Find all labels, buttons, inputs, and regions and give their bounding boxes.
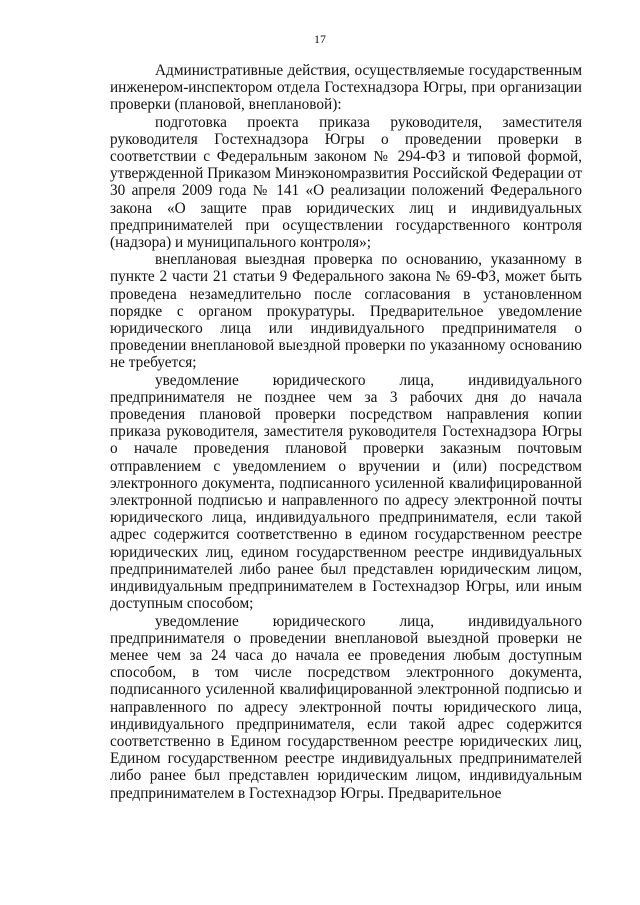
unscheduled-notification-paragraph: уведомление юридического лица, индивидуального предпринимателя о проведении внеплановой выездной проверки не менее чем за 24 часа до начала ее проведения любым доступным способом, в том числе посредством электронного документа, подписанного усиленной квалифицированной электронной подписью и направленного по адресу электронной почты юридического лица, индивидуального предпринимателя, если такой адрес содержится соответственно в Едином государственном реестре юридических лиц, Едином государственном реестре индивидуальных предпринимателей либо ранее был представлен юридическим лицом, индивидуальным предпринимателем в Гостехнадзор Югры. Предварительное: [110, 612, 582, 802]
unscheduled-inspection-paragraph: внеплановая выездная проверка по основанию, указанному в пункте 2 части 21 статьи 9 Федерального закона № 69-ФЗ, может быть проведена незамедлительно после согласования в установленном порядке с органом прокуратуры. Предварительное уведомление юридического лица или индивидуального предпринимателя о проведении внеплановой выездной проверки по указанному основанию не требуется;: [110, 251, 582, 372]
scheduled-notification-paragraph: уведомление юридического лица, индивидуального предпринимателя не позднее чем за 3 рабочих дня до начала проведения плановой проверки посредством направления копии приказа руководителя, заместителя руководителя Гостехнадзора Югры о начале проведения плановой проверки заказным почтовым отправлением с уведомлением о вручении и (или) посредством электронного документа, подписанного усиленной квалифицированной электронной подписью и направленного по адресу электронной почты юридического лица, индивидуального предпринимателя, если такой адрес содержится соответственно в едином государственном реестре юридических лиц, едином государственном реестре индивидуальных предпринимателей либо ранее был представлен юридическим лицом, индивидуальным предпринимателем в Гостехнадзор Югры, или иным доступным способом;: [110, 371, 582, 613]
intro-paragraph: Административные действия, осуществляемые государственным инженером-инспектором отдела Гостехнадзора Югры, при организации проверки (плановой, внеплановой):: [110, 62, 582, 114]
page-number: 17: [314, 32, 326, 46]
document-body: [110, 62, 582, 802]
order-preparation-paragraph: подготовка проекта приказа руководителя, заместителя руководителя Гостехнадзора Югры о проведении проверки в соответствии с Федеральным законом № 294-ФЗ и типовой формой, утвержденной Приказом Минэкономразвития Российской Федерации от 30 апреля 2009 года № 141 «О реализации положений Федерального закона «О защите прав юридических лиц и индивидуальных предпринимателей при осуществлении государственного контроля (надзора) и муниципального контроля»;: [110, 113, 582, 252]
